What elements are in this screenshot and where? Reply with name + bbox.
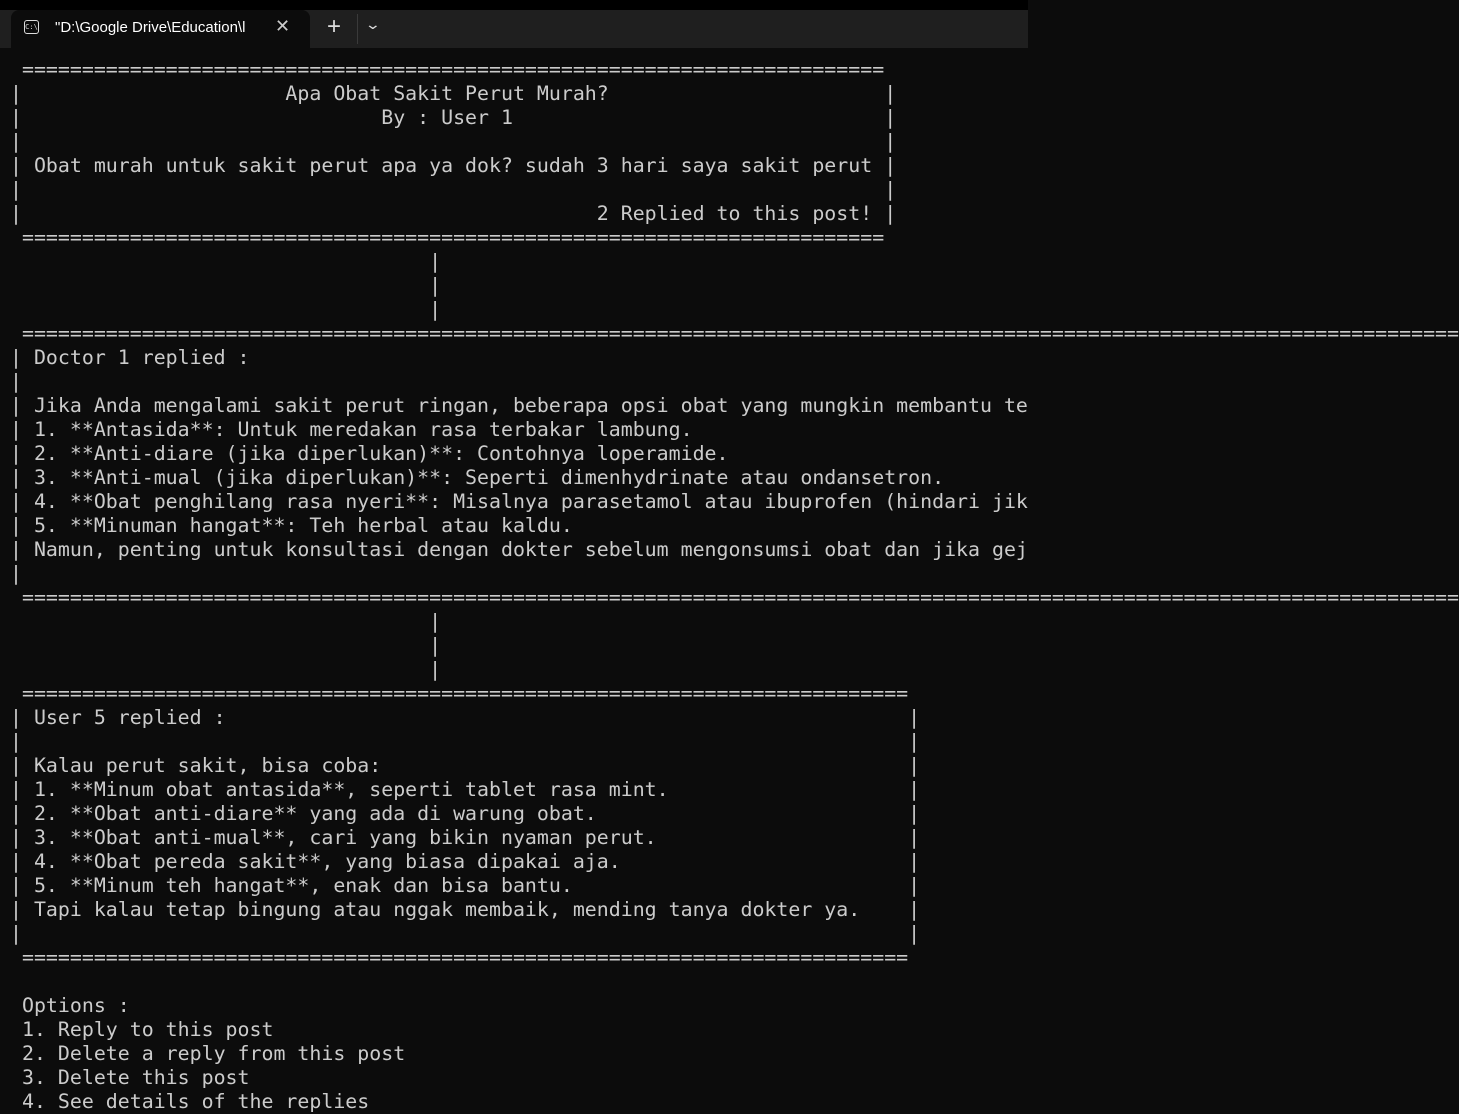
reply-line: | 5. **Minuman hangat**: Teh herbal atau kaldu. [10, 514, 573, 537]
reply-line: | 1. **Antasida**: Untuk meredakan rasa terbakar lambung. [10, 418, 693, 441]
box-border: | | [10, 130, 897, 153]
option-item: 2. Delete a reply from this post [10, 1042, 406, 1065]
box-border: | | [10, 922, 921, 945]
reply-header: | User 5 replied : | [10, 706, 921, 729]
box-border: ========================================================================== [10, 946, 909, 969]
close-icon[interactable]: ✕ [275, 16, 291, 36]
box-border: ======================================================================== [10, 58, 885, 81]
post-body: | Obat murah untuk sakit perut apa ya dok? sudah 3 hari saya sakit perut | [10, 154, 897, 177]
tab-separator [357, 14, 358, 44]
plus-icon[interactable]: + [327, 13, 342, 40]
reply-line: | 4. **Obat penghilang rasa nyeri**: Misalnya parasetamol atau ibuprofen (hindari jik [10, 490, 1028, 513]
reply-line: | 1. **Minum obat antasida**, seperti tablet rasa mint. | [10, 778, 921, 801]
option-item: 4. See details of the replies [10, 1090, 370, 1113]
reply-line: | 3. **Anti-mual (jika diperlukan)**: Seperti dimenhydrinate atau ondansetron. [10, 466, 945, 489]
reply-line: | Namun, penting untuk konsultasi dengan dokter sebelum mengonsumsi obat dan jika gej [10, 538, 1028, 561]
box-border: ======================================================================================================================== [10, 322, 1459, 345]
reply-line: | 2. **Obat anti-diare** yang ada di warung obat. | [10, 802, 921, 825]
tab-bar [0, 10, 1028, 48]
terminal-tab[interactable] [11, 10, 310, 48]
box-border: | [10, 562, 22, 585]
blank-line [10, 970, 1028, 994]
tab-title: "D:\Google Drive\Education\l [55, 19, 246, 36]
box-border: ======================================================================== [10, 226, 885, 249]
thread-connector: | [10, 610, 442, 633]
options-heading: Options : [10, 994, 130, 1017]
terminal-icon: C:\ [24, 20, 39, 34]
reply-header: | Doctor 1 replied : [10, 346, 250, 369]
option-item: 1. Reply to this post [10, 1018, 274, 1041]
thread-connector: | [10, 250, 442, 273]
box-border: | | [10, 178, 897, 201]
reply-line: | Tapi kalau tetap bingung atau nggak membaik, mending tanya dokter ya. | [10, 898, 921, 921]
option-item: 3. Delete this post [10, 1066, 250, 1089]
chevron-down-icon[interactable]: ⌄ [364, 16, 382, 32]
box-border: | [10, 370, 22, 393]
post-title: | Apa Obat Sakit Perut Murah? | [10, 82, 897, 105]
box-border: ======================================================================================================================== [10, 586, 1459, 609]
reply-line: | 3. **Obat anti-mual**, cari yang bikin nyaman perut. | [10, 826, 921, 849]
reply-line: | Kalau perut sakit, bisa coba: | [10, 754, 921, 777]
reply-line: | 2. **Anti-diare (jika diperlukan)**: Contohnya loperamide. [10, 442, 729, 465]
terminal-output[interactable] [10, 58, 1459, 1113]
thread-connector: | [10, 298, 442, 321]
box-border: ========================================================================== [10, 682, 909, 705]
post-author: | By : User 1 | [10, 106, 897, 129]
reply-count: | 2 Replied to this post! | [10, 202, 897, 225]
thread-connector: | [10, 274, 442, 297]
box-border: | | [10, 730, 921, 753]
thread-connector: | [10, 634, 442, 657]
reply-line: | 4. **Obat pereda sakit**, yang biasa dipakai aja. | [10, 850, 921, 873]
reply-line: | Jika Anda mengalami sakit perut ringan, beberapa opsi obat yang mungkin membantu te [10, 394, 1028, 417]
reply-line: | 5. **Minum teh hangat**, enak dan bisa bantu. | [10, 874, 921, 897]
thread-connector: | [10, 658, 442, 681]
window-top-strip [0, 0, 1028, 10]
